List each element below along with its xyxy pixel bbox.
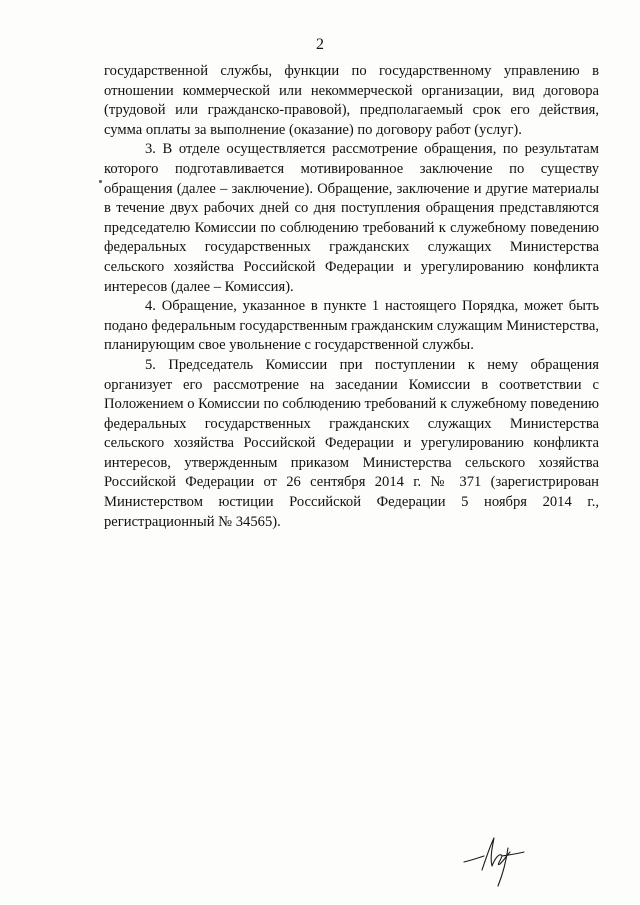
handwritten-signature xyxy=(462,818,526,888)
page-number: 2 xyxy=(316,36,324,53)
document-body xyxy=(104,62,599,532)
paragraph-continuation: государственной службы, функции по государственному управлению в отношении коммерческой или некоммерческой организации, вид договора (трудовой или гражданско-правовой), предполагаемый срок его действия, сумма оплаты за выполнение (оказание) по договору работ (услуг). xyxy=(104,63,599,138)
margin-dot-mark xyxy=(99,180,102,183)
paragraph-item-3: 3. В отделе осуществляется рассмотрение обращения, по результатам которого подготавливается мотивированное заключение по существу обращения (далее – заключение). Обращение, заключение и другие материалы в течение двух рабочих дней со дня поступления обращения представляются председателю Комиссии по соблюдению требований к служебному поведению федеральных государственных гражданских служащих Министерства сельского хозяйства Российской Федерации и урегулированию конфликта интересов (далее – Комиссия). xyxy=(104,141,599,295)
paragraph-item-4: 4. Обращение, указанное в пункте 1 настоящего Порядка, может быть подано федеральным государственным гражданским служащим Министерства, планирующим свое увольнение с государственной службы. xyxy=(104,298,599,354)
paragraph-item-5: 5. Председатель Комиссии при поступлении к нему обращения организует его рассмотрение на заседании Комиссии в соответствии с Положением о Комиссии по соблюдению требований к служебному поведению федеральных государственных гражданских служащих Министерства сельского хозяйства Российской Федерации и урегулированию конфликта интересов, утвержденным приказом Министерства сельского хозяйства Российской Федерации от 26 сентября 2014 г. № 371 (зарегистрирован Министерством юстиции Российской Федерации 5 ноября 2014 г., регистрационный № 34565). xyxy=(104,356,599,530)
